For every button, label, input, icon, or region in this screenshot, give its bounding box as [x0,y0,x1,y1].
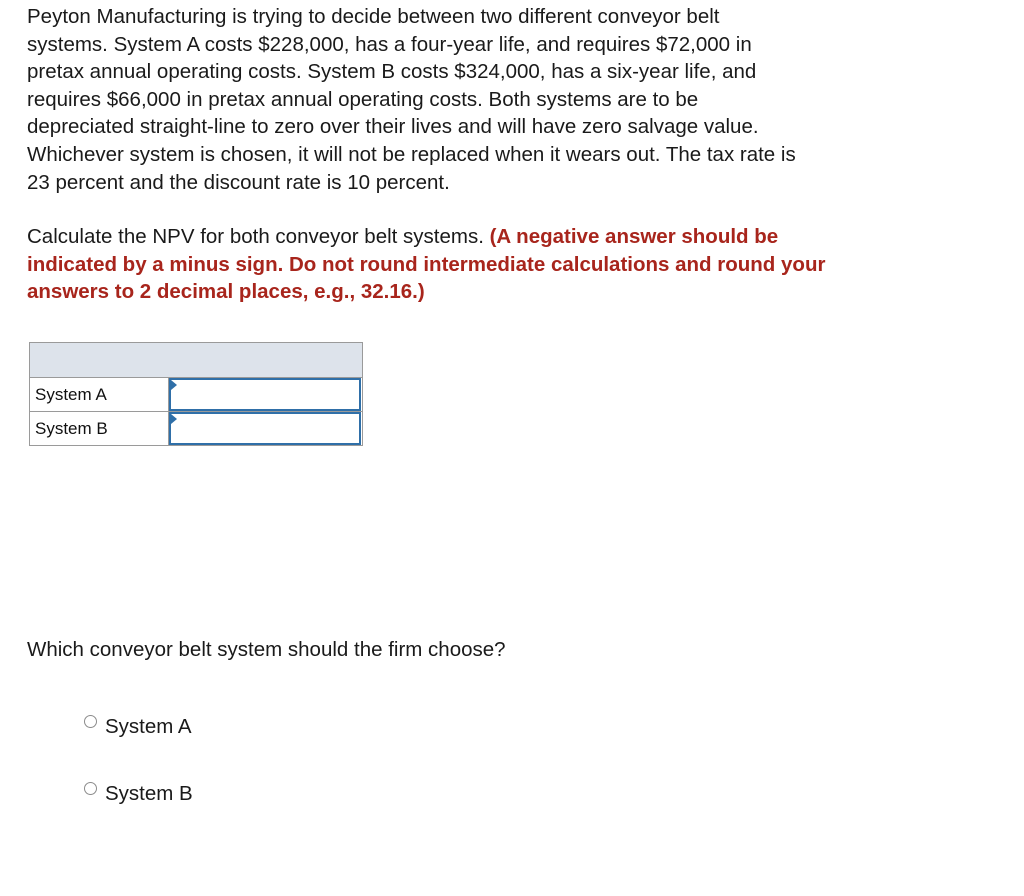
option-label: System A [105,715,192,738]
problem-line: pretax annual operating costs. System B costs $324,000, has a six-year life, and [27,60,757,84]
instruction-line [27,223,987,251]
npv-system-b-input[interactable] [169,412,361,445]
instruction-text [27,223,987,306]
choice-question: Which conveyor belt system should the firm choose? [27,638,506,661]
radio-button-icon[interactable] [84,715,97,728]
table-row [30,412,363,446]
instruction-line [27,251,987,279]
input-cell [169,412,363,446]
problem-line: Peyton Manufacturing is trying to decide between two different conveyor belt [27,5,720,28]
problem-line: Whichever system is chosen, it will not be replaced when it wears out. The tax rate is [27,142,796,166]
problem-line: systems. System A costs $228,000, has a four-year life, and requires $72,000 in [27,32,752,56]
problem-statement [27,3,957,196]
table-row [30,378,363,412]
npv-answer-table [29,342,363,446]
option-system-a[interactable] [84,714,192,740]
table-header-row [30,343,363,378]
instruction-note: answers to 2 decimal places, e.g., 32.16.) [27,280,425,304]
instruction-note: indicated by a minus sign. Do not round intermediate calculations and round your [27,252,826,276]
instruction-note: (A negative answer should be [489,225,779,248]
option-system-b[interactable] [84,781,193,807]
table-header [30,343,363,378]
problem-line: 23 percent and the discount rate is 10 percent. [27,170,450,194]
row-label-system-a: System A [30,378,169,412]
problem-line: requires $66,000 in pretax annual operating costs. Both systems are to be [27,87,699,111]
problem-line: depreciated straight-line to zero over their lives and will have zero salvage value. [27,115,759,139]
instruction-line [27,278,987,306]
input-cell [169,378,363,412]
option-label: System B [105,782,193,805]
npv-system-a-input[interactable] [169,378,361,411]
instruction-plain: Calculate the NPV for both conveyor belt systems. [27,225,490,248]
row-label-system-b: System B [30,412,169,446]
radio-button-icon[interactable] [84,782,97,795]
